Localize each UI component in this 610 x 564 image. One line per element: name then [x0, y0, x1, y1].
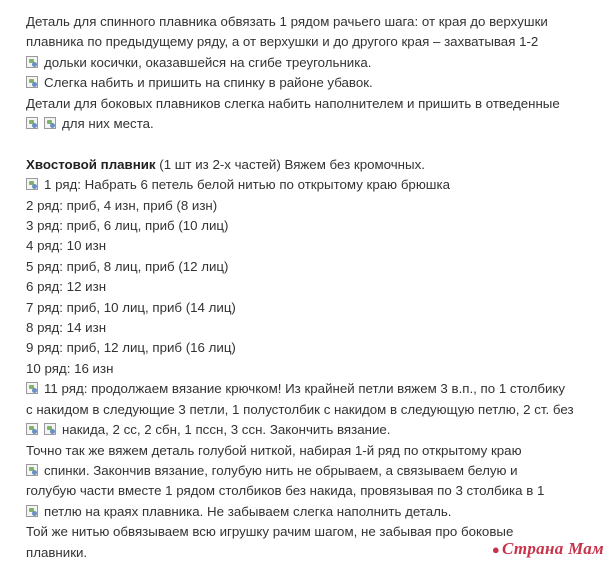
- broken-image-icon: [44, 423, 56, 435]
- heading-rest: (1 шт из 2-х частей) Вяжем без кромочных.: [155, 156, 425, 172]
- text-span: для них места.: [62, 116, 154, 132]
- broken-image-icon: [26, 178, 38, 190]
- site-watermark: [492, 539, 604, 559]
- broken-image-icon: [26, 464, 38, 476]
- text-line: Деталь для спинного плавника обвязать 1 рядом рачьего шага: от края до верхушки: [26, 14, 548, 29]
- text-line: [26, 114, 606, 134]
- broken-image-icon: [26, 56, 38, 68]
- row-line: с накидом в следующие 3 петли, 1 полустолбик с накидом в следующую петлю, 2 ст. без: [26, 401, 574, 417]
- row-line: 3 ряд: приб, 6 лиц, приб (10 лиц): [26, 218, 229, 234]
- row-line: 2 ряд: приб, 4 изн, приб (8 изн): [26, 197, 218, 213]
- row-line: 4 ряд: 10 изн: [26, 238, 107, 254]
- watermark-dot-icon: ●: [491, 542, 500, 557]
- text-line: голубую части вместе 1 рядом столбиков без накида, провязывая по 3 столбика в 1: [26, 483, 545, 499]
- text-line: плавника по предыдущему ряду, а от верхушки и до другого края – захватывая 1-2: [26, 34, 539, 50]
- watermark-text: Страна Мам: [501, 539, 604, 558]
- paragraph-gap: [26, 134, 606, 154]
- row-text: накида, 2 сс, 2 сбн, 1 пссн, 3 ссн. Закончить вязание.: [62, 422, 391, 438]
- text-line: [26, 502, 606, 522]
- text-line: [26, 461, 606, 481]
- broken-image-icon: [26, 76, 38, 88]
- row-line: [26, 420, 606, 440]
- row-line: [26, 379, 606, 399]
- text-line: [26, 73, 606, 93]
- broken-image-icon: [26, 382, 38, 394]
- text-line: [26, 53, 606, 73]
- row-line: 7 ряд: приб, 10 лиц, приб (14 лиц): [26, 299, 236, 315]
- text-span: дольки косички, оказавшейся на сгибе треугольника.: [44, 54, 372, 70]
- text-span: петлю на краях плавника. Не забываем слегка наполнить деталь.: [44, 503, 452, 519]
- section-heading: Хвостовой плавник: [26, 156, 156, 172]
- text-span: спинки. Закончив вязание, голубую нить не обрываем, а связываем белую и: [44, 462, 518, 478]
- text-span: Слегка набить и пришить на спинку в районе убавок.: [44, 75, 373, 91]
- row-line: 6 ряд: 12 изн: [26, 279, 107, 295]
- row-text: 11 ряд: продолжаем вязание крючком! Из крайней петли вяжем 3 в.п., по 1 столбику: [44, 381, 566, 397]
- broken-image-icon: [26, 117, 38, 129]
- broken-image-icon: [44, 117, 56, 129]
- row-line: 9 ряд: приб, 12 лиц, приб (16 лиц): [26, 340, 236, 356]
- text-line: Той же нитью обвязываем всю игрушку рачим шагом, не забывая про боковые: [26, 524, 514, 540]
- article-body: [26, 12, 606, 563]
- text-line: Детали для боковых плавников слегка набить наполнителем и пришить в отведенные: [26, 95, 560, 111]
- broken-image-icon: [26, 505, 38, 517]
- row-line: [26, 175, 606, 195]
- row-line: 8 ряд: 14 изн: [26, 320, 107, 336]
- row-line: 5 ряд: приб, 8 лиц, приб (12 лиц): [26, 258, 229, 274]
- text-line: плавники.: [26, 544, 88, 560]
- broken-image-icon: [26, 423, 38, 435]
- section-heading-line: [26, 155, 606, 175]
- text-line: Точно так же вяжем деталь голубой ниткой, набирая 1-й ряд по открытому краю: [26, 442, 522, 458]
- row-line: 10 ряд: 16 изн: [26, 360, 114, 376]
- row-text: 1 ряд: Набрать 6 петель белой нитью по открытому краю брюшка: [44, 177, 450, 193]
